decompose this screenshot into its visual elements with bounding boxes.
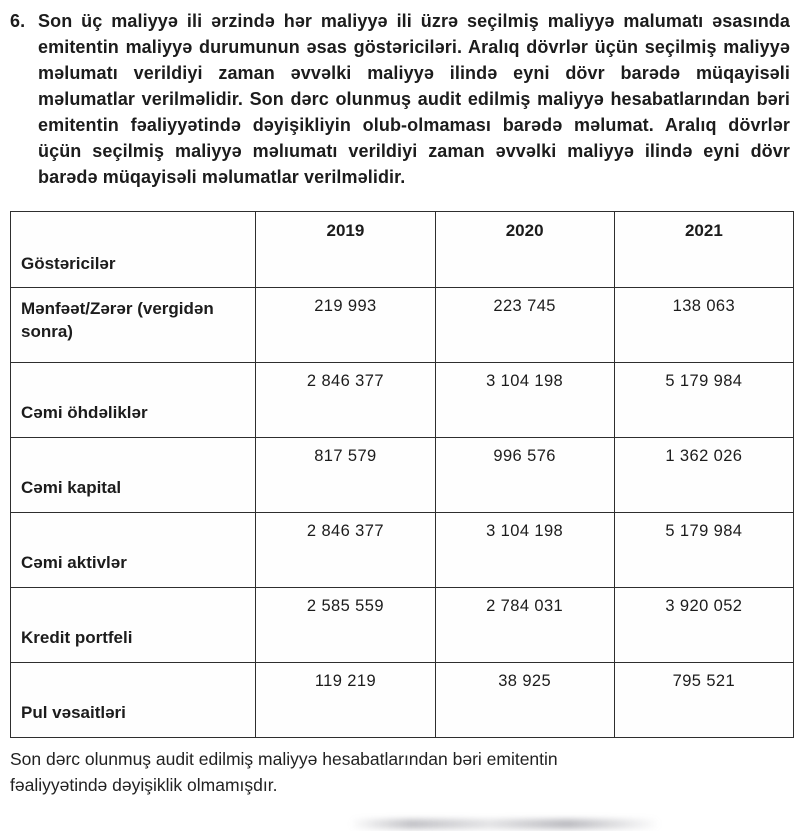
table-row <box>11 513 794 588</box>
cell-value: 2 846 377 <box>256 363 435 438</box>
item-6-paragraph <box>10 8 792 190</box>
cell-value: 38 925 <box>435 663 614 738</box>
row-label-total-capital: Cəmi kapital <box>11 438 256 513</box>
cell-value: 795 521 <box>614 663 793 738</box>
cell-value: 219 993 <box>256 288 435 363</box>
cell-value: 119 219 <box>256 663 435 738</box>
table-row <box>11 288 794 363</box>
cell-value: 817 579 <box>256 438 435 513</box>
paragraph-text: Son üç maliyyə ili ərzində hər maliyyə ili üzrə seçilmiş maliyyə malumatı əsasında emitentin maliyyə durumunun əsas göstəriciləri. Aralıq dövrlər üçün seçilmiş maliyyə məlumatı verildiyi zaman əvvəlki maliyyə ilində eyni dövr barədə müqayisəli məlumatlar verilməlidir. Son dərc olunmuş audit edilmiş maliyyə hesabatlarından bəri emitentin fəaliyyətində dəyişikliyin olub-olmaması barədə məlumat. Aralıq dövrlər üçün seçilmiş maliyyə məlıumatı verildiyi zaman əvvəlki maliyyə ilində eyni dövr barədə müqayisəli məlumatlar verilməlidir. <box>38 11 790 187</box>
column-header-2021: 2021 <box>614 212 793 288</box>
cell-value: 996 576 <box>435 438 614 513</box>
footer-note: Son dərc olunmuş audit edilmiş maliyyə hesabatlarından bəri emitentin fəaliyyətində dəyişiklik olmamışdır. <box>10 749 558 795</box>
row-label-profit-loss: Mənfəət/Zərər (vergidən sonra) <box>11 288 256 363</box>
cell-value: 2 784 031 <box>435 588 614 663</box>
financial-table <box>10 211 794 738</box>
row-label-cash-funds: Pul vəsaitləri <box>11 663 256 738</box>
row-label-total-assets: Cəmi aktivlər <box>11 513 256 588</box>
cell-value: 138 063 <box>614 288 793 363</box>
table-row <box>11 588 794 663</box>
item-number: 6. <box>10 11 26 31</box>
cell-value: 3 920 052 <box>614 588 793 663</box>
column-header-indicators: Göstəricilər <box>11 212 256 288</box>
scan-bleedthrough-artifact <box>350 819 660 829</box>
cell-value: 5 179 984 <box>614 513 793 588</box>
cell-value: 3 104 198 <box>435 363 614 438</box>
cell-value: 1 362 026 <box>614 438 793 513</box>
cell-value: 223 745 <box>435 288 614 363</box>
table-header-row <box>11 212 794 288</box>
cell-value: 2 846 377 <box>256 513 435 588</box>
table-row <box>11 363 794 438</box>
table-row <box>11 438 794 513</box>
table-row <box>11 663 794 738</box>
column-header-2020: 2020 <box>435 212 614 288</box>
row-label-total-liabilities: Cəmi öhdəliklər <box>11 363 256 438</box>
cell-value: 5 179 984 <box>614 363 793 438</box>
cell-value: 3 104 198 <box>435 513 614 588</box>
row-label-credit-portfolio: Kredit portfeli <box>11 588 256 663</box>
cell-value: 2 585 559 <box>256 588 435 663</box>
column-header-2019: 2019 <box>256 212 435 288</box>
